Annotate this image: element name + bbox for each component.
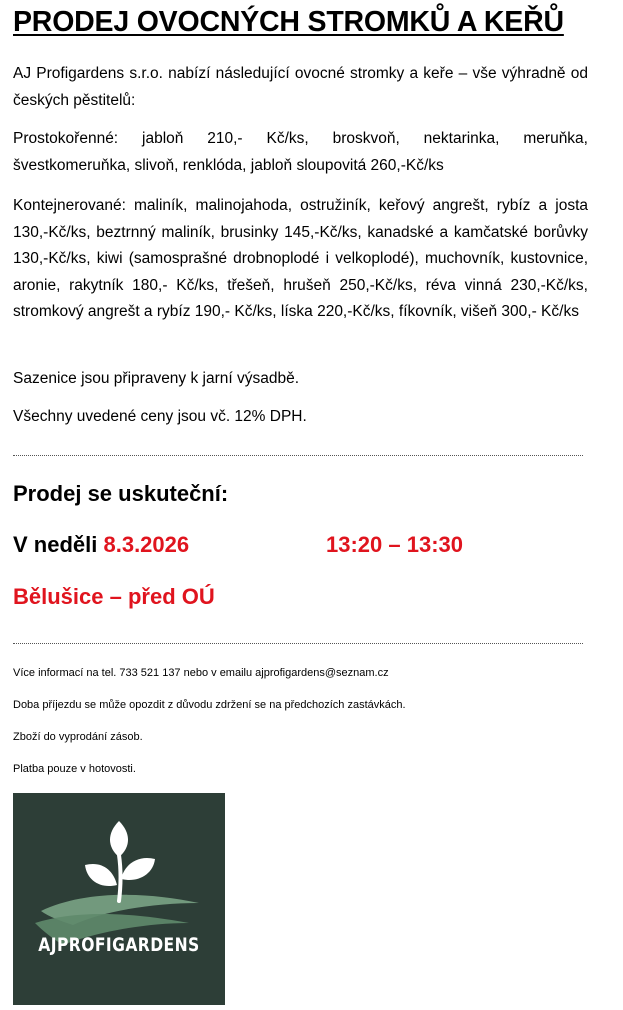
intro-paragraph: AJ Profigardens s.r.o. nabízí následující ovocné stromky a keře – vše výhradně od českých pěstitelů: bbox=[13, 65, 588, 109]
stock-note: Zboží do vyprodání zásob. bbox=[13, 731, 143, 743]
company-logo bbox=[13, 793, 225, 1005]
sale-location: Bělušice – před OÚ bbox=[13, 584, 215, 609]
delay-note: Doba příjezdu se může opozdit z důvodu zdržení se na předchozích zastávkách. bbox=[13, 699, 406, 711]
payment-note: Platba pouze v hotovosti. bbox=[13, 763, 136, 775]
contact-info: Více informací na tel. 733 521 137 nebo v emailu ajprofigardens@seznam.cz bbox=[13, 667, 389, 679]
divider-bottom bbox=[13, 643, 583, 644]
sale-date-line bbox=[13, 532, 189, 558]
vat-note: Všechny uvedené ceny jsou vč. 12% DPH. bbox=[13, 408, 307, 425]
date-prefix: V neděli bbox=[13, 532, 104, 557]
spring-note: Sazenice jsou připraveny k jarní výsadbě. bbox=[13, 370, 300, 387]
page-title: PRODEJ OVOCNÝCH STROMKŮ A KEŘŮ bbox=[13, 6, 564, 38]
sale-time: 13:20 – 13:30 bbox=[326, 532, 463, 557]
bare-root-paragraph: Prostokořenné: jabloň 210,- Kč/ks, broskvoň, nektarinka, meruňka, švestkomeruňka, slivoň, renklóda, jabloň sloupovitá 260,-Kč/ks bbox=[13, 130, 588, 174]
logo-text: AJPROFIGARDENS bbox=[38, 934, 200, 956]
sprouting-plant-logo-icon bbox=[13, 793, 225, 1005]
sale-date: 8.3.2026 bbox=[103, 532, 190, 557]
sale-heading: Prodej se uskuteční: bbox=[13, 481, 229, 506]
divider-top bbox=[13, 455, 583, 456]
container-paragraph: Kontejnerované: maliník, malinojahoda, ostružiník, keřový angrešt, rybíz a josta 130,-Kč/ks, beztrnný maliník, brusinky 145,-Kč/ks, kanadské a kamčatské borůvky 130,-Kč/ks, kiwi (samosprašné drobnoplodé i velkoplodé), muchovník, kustovnice, aronie, rakytník 180,- Kč/ks, třešeň, hrušeň 250,-Kč/ks, réva vinná 230,-Kč/ks, stromkový angrešt a rybíz 190,- Kč/ks, líska 220,-Kč/ks, fíkovník, višeň 300,- Kč/ks bbox=[13, 197, 588, 320]
